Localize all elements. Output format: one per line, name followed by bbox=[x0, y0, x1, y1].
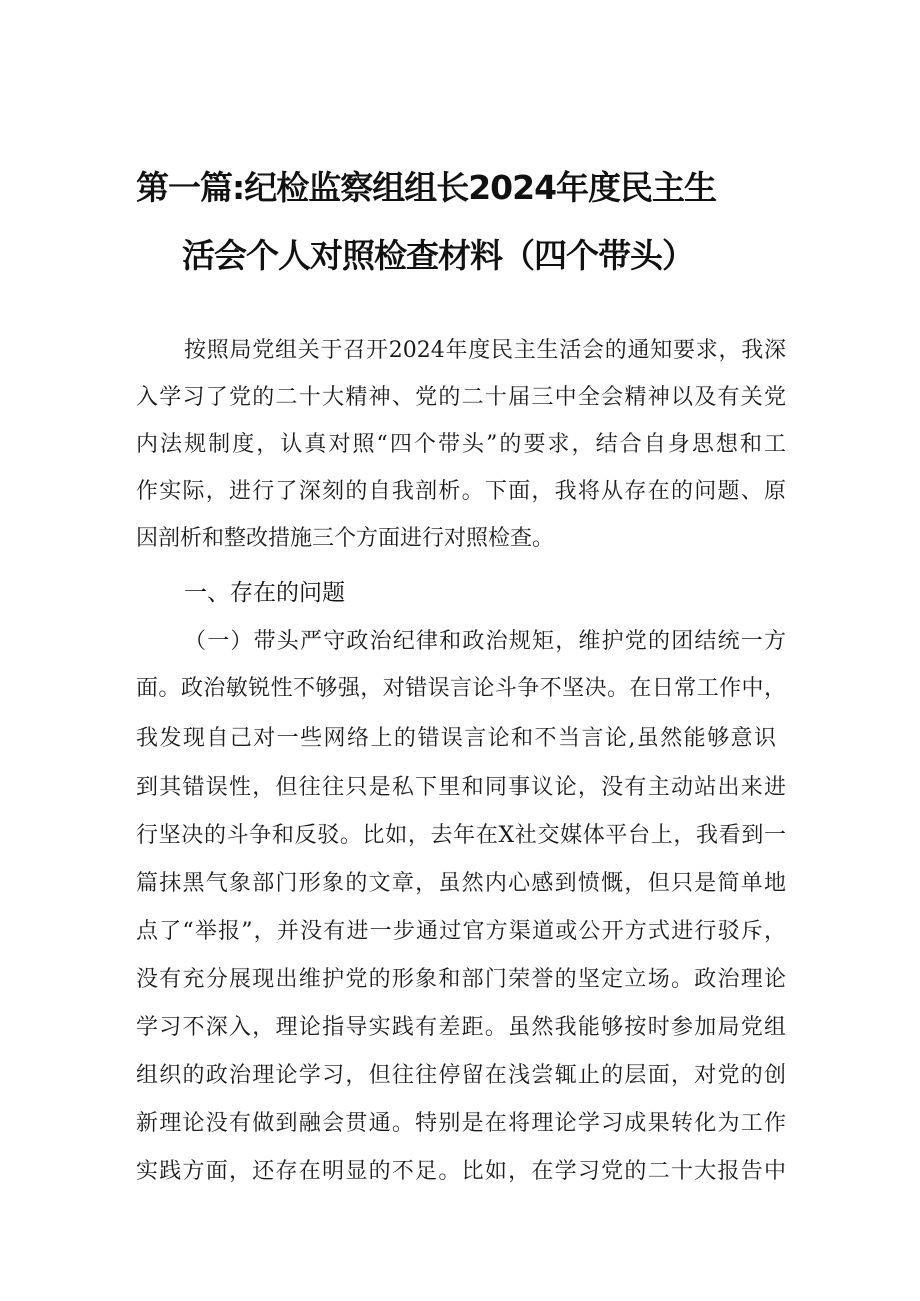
body-line: （一）带头严守政治纪律和政治规矩，维护党的团结统一方 bbox=[184, 629, 786, 654]
intro-line: 入学习了党的二十大精神、党的二十届三中全会精神以及有关党 bbox=[136, 385, 786, 410]
body-line: 篇抹黑气象部门形象的文章，虽然内心感到愤慨，但只是简单地 bbox=[136, 871, 786, 896]
body-line: 点了“举报”，并没有进一步通过官方渠道或公开方式进行驳斥， bbox=[136, 919, 786, 944]
document-title-line-2: 活会个人对照检查材料（四个带头） bbox=[182, 236, 694, 275]
body-line: 学习不深入，理论指导实践有差距。虽然我能够按时参加局党组 bbox=[136, 1015, 786, 1040]
body-line: 组织的政治理论学习，但往往停留在浅尝辄止的层面，对党的创 bbox=[136, 1063, 786, 1088]
body-line: 到其错误性，但往往只是私下里和同事议论，没有主动站出来进 bbox=[136, 775, 786, 800]
document-title-line-1: 第一篇:纪检监察组组长2024年度民主生 bbox=[136, 168, 717, 207]
intro-line: 因剖析和整改措施三个方面进行对照检查。 bbox=[136, 526, 555, 551]
body-line: 实践方面，还存在明显的不足。比如，在学习党的二十大报告中 bbox=[136, 1159, 786, 1184]
intro-line: 作实际，进行了深刻的自我剖析。下面，我将从存在的问题、原 bbox=[136, 479, 786, 504]
intro-line: 按照局党组关于召开2024年度民主生活会的通知要求，我深 bbox=[184, 338, 786, 363]
body-line: 我发现自己对一些网络上的错误言论和不当言论,虽然能够意识 bbox=[136, 726, 776, 751]
body-line: 面。政治敏锐性不够强，对错误言论斗争不坚决。在日常工作中， bbox=[136, 676, 786, 701]
body-line: 新理论没有做到融会贯通。特别是在将理论学习成果转化为工作 bbox=[136, 1111, 786, 1136]
body-line: 行坚决的斗争和反驳。比如，去年在X社交媒体平台上，我看到一 bbox=[136, 823, 786, 848]
intro-line: 内法规制度，认真对照“四个带头”的要求，结合自身思想和工 bbox=[136, 432, 786, 457]
body-line: 没有充分展现出维护党的形象和部门荣誉的坚定立场。政治理论 bbox=[136, 967, 786, 992]
section-heading: 一、存在的问题 bbox=[184, 580, 345, 606]
